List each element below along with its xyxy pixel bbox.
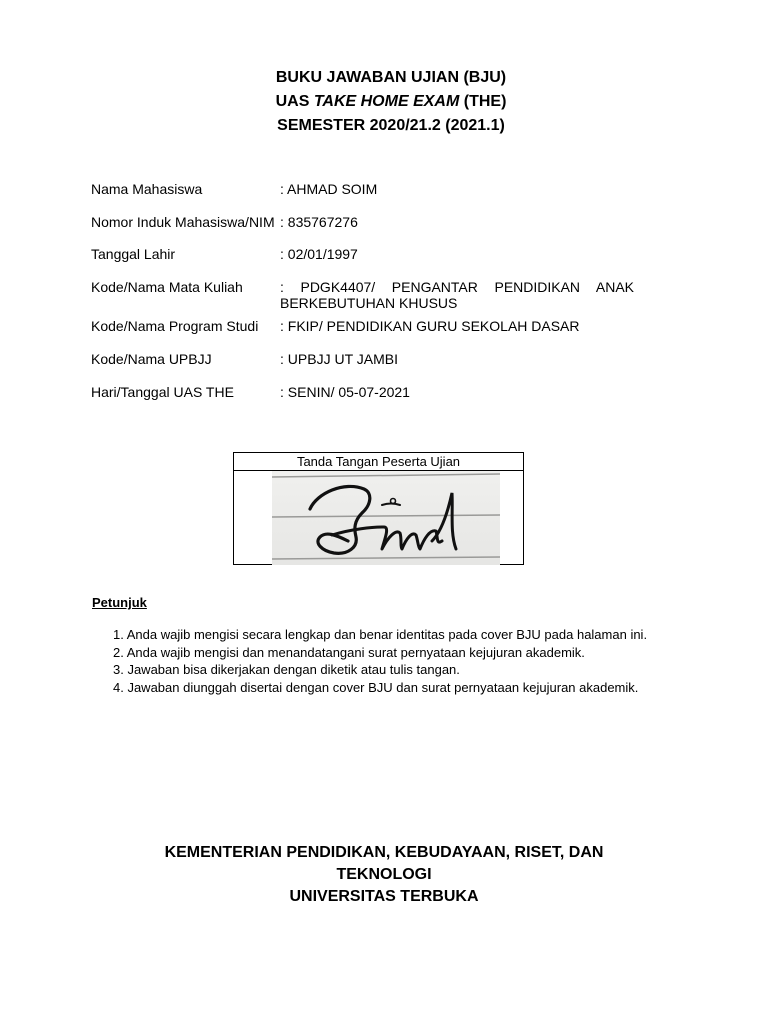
identity-value: : PDGK4407/ PENGANTAR PENDIDIKAN ANAK [280,279,634,295]
header-subtitle-prefix: UAS [275,93,314,110]
instruction-list [113,626,733,696]
institution-footer [0,842,768,908]
identity-value: : UPBJJ UT JAMBI [280,351,398,367]
list-item: 4. Jawaban diunggah disertai dengan cover BJU dan surat pernyataan kejujuran akademik. [113,679,639,695]
identity-value: : FKIP/ PENDIDIKAN GURU SEKOLAH DASAR [280,318,580,334]
header-semester: SEMESTER 2020/21.2 (2021.1) [277,117,505,134]
identity-value: : 02/01/1997 [280,246,358,262]
handwritten-signature-icon [272,471,500,565]
petunjuk-title: Petunjuk [92,595,147,610]
ministry-name: KEMENTERIAN PENDIDIKAN, KEBUDAYAAN, RISET, DAN [164,844,604,861]
identity-label: Nomor Induk Mahasiswa/NIM [91,214,275,230]
identity-label: Kode/Nama Mata Kuliah [91,279,243,295]
identity-value: : SENIN/ 05-07-2021 [280,384,410,400]
identity-label: Tanggal Lahir [91,246,176,262]
list-item: 3. Jawaban bisa dikerjakan dengan diketik atau tulis tangan. [113,662,460,677]
identity-value: : AHMAD SOIM [280,181,378,197]
signature-box [233,452,524,565]
document-header [0,66,768,138]
list-item: 2. Anda wajib mengisi dan menandatangani surat pernyataan kejujuran akademik. [113,644,585,660]
identity-value-continued: BERKEBUTUHAN KHUSUS [280,295,458,311]
identity-label: Kode/Nama Program Studi [91,318,259,334]
identity-label: Nama Mahasiswa [91,181,203,197]
signature-image [272,471,500,565]
ministry-name-continued: TEKNOLOGI [336,866,432,883]
signature-title: Tanda Tangan Peserta Ujian [234,453,523,471]
identity-value: : 835767276 [280,214,358,230]
list-item: 1. Anda wajib mengisi secara lengkap dan benar identitas pada cover BJU pada halaman ini. [113,627,648,642]
header-subtitle-suffix: (THE) [459,93,507,110]
header-title: BUKU JAWABAN UJIAN (BJU) [275,69,507,86]
header-subtitle [0,90,768,114]
identity-label: Hari/Tanggal UAS THE [91,384,234,400]
header-subtitle-italic: TAKE HOME EXAM [313,93,460,110]
university-name: UNIVERSITAS TERBUKA [289,888,479,905]
identity-label: Kode/Nama UPBJJ [91,351,212,367]
